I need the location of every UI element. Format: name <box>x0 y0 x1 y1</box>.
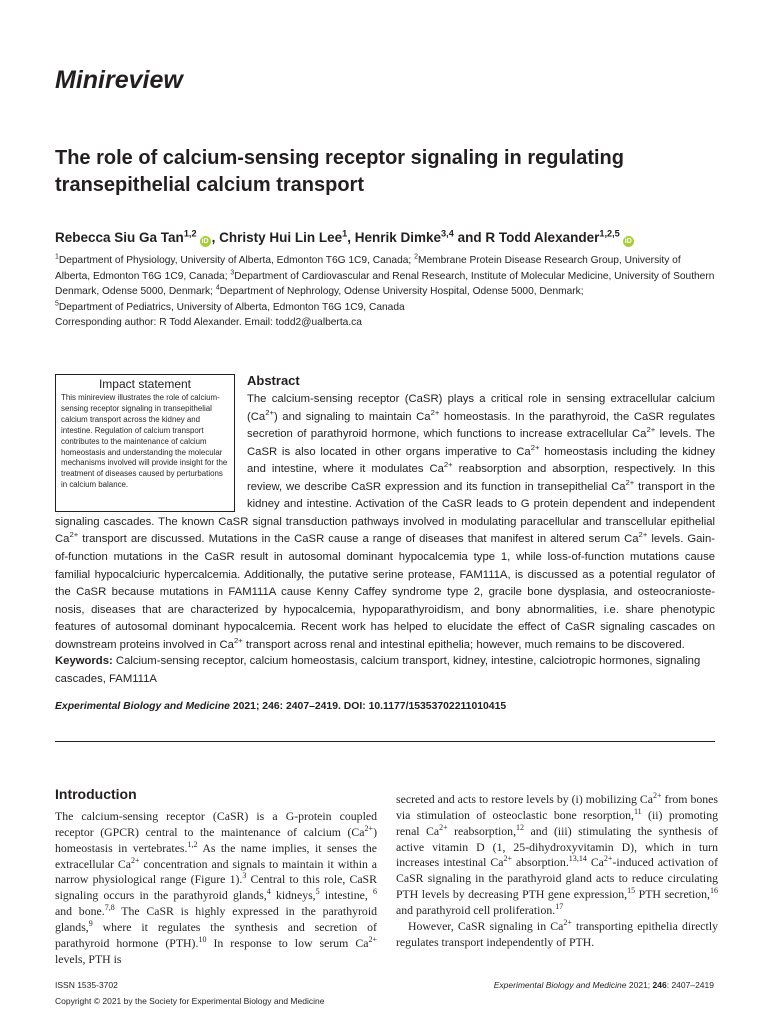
affiliation-text: Department of Pediatrics, University of Alberta, Edmonton T6G 1C9, Canada <box>58 301 405 313</box>
abstract-superscript: 2+ <box>430 407 440 417</box>
intro-paragraph-1-continued: secreted and acts to restore levels by (i) mobilizing $Ca^{2+}$ from bones via stimulation of osteoclastic bone resorption,$^{11}$ (ii) promoting renal $Ca^{2+}$ reabsorption,$^{12}$ and (iii) stimulating the synthesis of active vitamin D (1, 25-dihydroxyvitamin D), which in turn increases intestinal $Ca^{2+}$ absorption.$^{13,14}$ $Ca^{2+}$-induced activation of CaSR signaling in the parathyroid gland acts to reduce circulating PTH levels by decreasing PTH gene expression,$^{15}$ PTH secretion,$^{16}$ and parathyroid cell proliferation.$^{17}$ <box>396 791 719 917</box>
issn: ISSN 1535-3702 <box>55 980 118 990</box>
keywords-label: Keywords: <box>55 655 113 667</box>
orcid-icon[interactable]: iD <box>624 238 632 245</box>
abstract-line: the CaSR because mutations in FAM111A cause Kenny Caffey syndrome type 2, gracile bone dysplasia, and osteocranioste- <box>55 586 715 599</box>
citation-superscript: 9 <box>88 918 93 928</box>
author-name: Rebecca Siu Ga Tan <box>55 230 184 245</box>
intro-paragraph-1: The calcium-sensing receptor (CaSR) is a G-protein coupled receptor (GPCR) central to the maintenance of calcium $(Ca^{2+})$ homeostasis in vertebrates.$^{1,2}$ As the name implies, it senses the extracellular $Ca^{2+}$ concentration and signals to maintain it within a narrow physiological range (Figure 1).$^3$ Central to this role, CaSR signaling occurs in the parathyroid glands,$^4$ kidneys,$^5$ intestine, $^6$ and bone.$^{7,8}$ The CaSR is highly expressed in the parathyroid glands,$^9$ where it regulates the synthesis and secretion of parathyroid hormone (PTH).$^{10}$ In response to low serum $Ca^{2+}$ levels, PTH is <box>55 809 377 966</box>
impact-statement-title: Impact statement <box>98 377 192 391</box>
citation-superscript: 12 <box>516 822 525 832</box>
affiliation-text: Department of Nephrology, Odense University Hospital, Odense 5000, Denmark; <box>219 286 584 298</box>
footer-volume: 246 <box>652 980 667 990</box>
corresponding-author: Corresponding author: R Todd Alexander. Email: todd2@ualberta.ca <box>55 317 362 329</box>
citation-superscript: 2+ <box>563 917 572 927</box>
citation-superscript: 2+ <box>439 822 448 832</box>
affiliation-mark: 3 <box>230 269 235 277</box>
citation-superscript: 2+ <box>503 854 513 864</box>
section-divider <box>55 741 715 742</box>
abstract-line: secretion of parathyroid hormone, which functions to increase extracellular $Ca^{2+}$ levels. The <box>247 425 715 441</box>
affiliation-mark: 1 <box>55 253 59 261</box>
affiliation-text: Membrane Protein Disease Research Group, University of Alberta, Edmonton T6G 1C9, Canada; <box>55 255 681 282</box>
footer-journal: Experimental Biology and Medicine <box>493 980 627 990</box>
abstract-superscript: 2+ <box>69 530 79 540</box>
citation-superscript: 11 <box>633 806 642 816</box>
intro-paragraph-2: However, CaSR signaling in $Ca^{2+}$ transporting epithelia directly regulates transport independently of PTH. <box>396 917 718 949</box>
author-affiliation-mark: 1 <box>342 228 348 239</box>
citation-superscript: 2+ <box>653 791 662 801</box>
abstract-line: review, we describe CaSR expression and its function in transepithelial $Ca^{2+}$ transport in the <box>247 477 715 493</box>
author-list: Rebecca Siu Ga Tan$^{1,2}$iD , Christy Hui Lin Lee$^1$, Henrik Dimke$^{3,4}$ and R Todd Alexander$^{1,2,5}$iD <box>55 228 632 245</box>
abstract-line: $(Ca^{2+})$ and signaling to maintain $Ca^{2+}$ homeostasis. In the parathyroid, the CaSR regulates <box>247 407 715 423</box>
abstract-superscript: 2+ <box>638 530 648 540</box>
citation-superscript: 15 <box>627 886 636 896</box>
affiliation-mark: 5 <box>55 300 59 308</box>
abstract-line: downstream proteins involved in $Ca^{2+}$ transport across renal and intestinal epithelia; however, much remains to be discovered. <box>55 635 685 651</box>
author-name: R Todd Alexander <box>485 230 600 245</box>
orcid-icon[interactable]: iD <box>201 238 209 245</box>
abstract-line: kidney and intestine. Activation of the CaSR leads to G protein dependent and independent <box>247 498 715 511</box>
author-name: Henrik Dimke <box>354 230 442 245</box>
citation-superscript: 17 <box>555 901 564 911</box>
citation-superscript: 7,8 <box>104 903 115 913</box>
article-title: The role of calcium-sensing receptor signaling in regulating transepithelial calcium transport <box>55 147 624 196</box>
citation-superscript: 5 <box>315 887 320 897</box>
affiliation-text: Department of Cardiovascular and Renal Research, Institute of Molecular Medicine, University of Southern Denmark, Odense 5000, Denmark; <box>55 270 715 298</box>
abstract-superscript: 2+ <box>265 407 274 417</box>
abstract-heading: Abstract <box>247 373 300 388</box>
abstract-line: nosis, diseases that are characterized by hypocalcemia, hypoparathyroidism, and bony abnormalities, i.e. share phenotypic <box>55 603 715 616</box>
intro-column-left <box>55 809 377 967</box>
author-affiliation-mark: 3,4 <box>441 228 454 239</box>
citation-superscript: 2+ <box>364 823 374 833</box>
abstract-line: and intestine, where it modulates $Ca^{2+}$ reabsorption and absorption, respectively. In this <box>247 460 715 476</box>
citation-superscript: 2+ <box>130 855 140 865</box>
citation-superscript: 4 <box>266 887 271 897</box>
abstract-line: The calcium-sensing receptor (CaSR) plays a critical role in sensing extracellular calcium <box>247 393 715 405</box>
running-footer <box>494 980 714 990</box>
abstract-line: familial hypocalciuric hypercalcemia. Additionally, the putative serine protease, FAM111A, is discussed as a potential regulator of <box>55 568 715 581</box>
citation-journal: Experimental Biology and Medicine <box>55 701 230 712</box>
affiliation-text: Department of Physiology, University of Alberta, Edmonton T6G 1C9, Canada; <box>58 255 415 266</box>
abstract-superscript: 2+ <box>646 425 656 435</box>
citation-superscript: 2+ <box>368 934 377 944</box>
affiliations <box>55 253 715 331</box>
footer-year: 2021; <box>626 980 653 990</box>
abstract-line: $Ca^{2+}$ transport are discussed. Mutations in the CaSR cause a range of diseases that manifest in altered serum $Ca^{2+}$ levels. Gain- <box>55 530 715 546</box>
footer-pages: : 2407–2419 <box>666 980 714 990</box>
affiliation-mark: 2 <box>414 253 418 261</box>
citation-superscript: 3 <box>242 871 247 881</box>
citation-superscript: 2+ <box>603 854 613 864</box>
citation-superscript: 6 <box>372 887 377 897</box>
abstract-superscript: 2+ <box>530 442 540 452</box>
author-affiliation-mark: 1,2,5 <box>599 228 620 239</box>
author-name: Christy Hui Lin Lee <box>219 230 343 245</box>
citation-superscript: 16 <box>709 886 718 896</box>
citation-superscript: 10 <box>198 934 207 944</box>
affiliation-list <box>55 255 714 313</box>
intro-column-right <box>396 792 718 950</box>
keywords-text: Calcium-sensing receptor, calcium homeostasis, calcium transport, kidney, intestine, calciotropic hormones, signaling cascades, FAM111A <box>55 655 701 685</box>
abstract-superscript: 2+ <box>233 635 243 645</box>
abstract-superscript: 2+ <box>443 460 453 470</box>
citation-details: 2021; 246: 2407–2419. DOI: 10.1177/15353702211010415 <box>229 701 507 712</box>
abstract-line: signaling cascades. The known CaSR signal transduction pathways involved in modulating paracellular and transcellular epithelial <box>55 515 715 528</box>
impact-statement-body: This minireview illustrates the role of calcium-sensing receptor signaling in transepithelial calcium transport across the kidney and intestine. Regulation of calcium transport contributes to the maintenance of calcium homeostasis and understanding the molecular mechanisms involved will provide insight for the treatment of diseases caused by perturbations in calcium balance. <box>61 393 228 490</box>
citation-superscript: 1,2 <box>187 839 198 849</box>
copyright: Copyright © 2021 by the Society for Experimental Biology and Medicine <box>55 996 325 1006</box>
affiliation-mark: 4 <box>215 284 220 292</box>
abstract-line: of-function mutations in the CaSR result in autosomal dominant hypocalcemia type 1, while loss-of-function mutations cause <box>55 550 715 563</box>
impact-statement-box <box>55 374 235 512</box>
abstract-line: CaSR is also located in other organs imperative to $Ca^{2+}$ homeostasis including the kidney <box>247 442 715 458</box>
citation-superscript: 13,14 <box>568 854 587 864</box>
section-label: Minireview <box>55 66 183 94</box>
abstract-line: features of autosomal dominant hypocalcemia. Recent work has helped to elucidate the effect of CaSR signaling cascades on <box>55 621 715 634</box>
author-affiliation-mark: 1,2 <box>183 228 197 239</box>
keywords <box>55 653 715 688</box>
introduction-heading: Introduction <box>55 786 137 802</box>
citation-line <box>55 701 506 712</box>
abstract-superscript: 2+ <box>625 477 635 487</box>
